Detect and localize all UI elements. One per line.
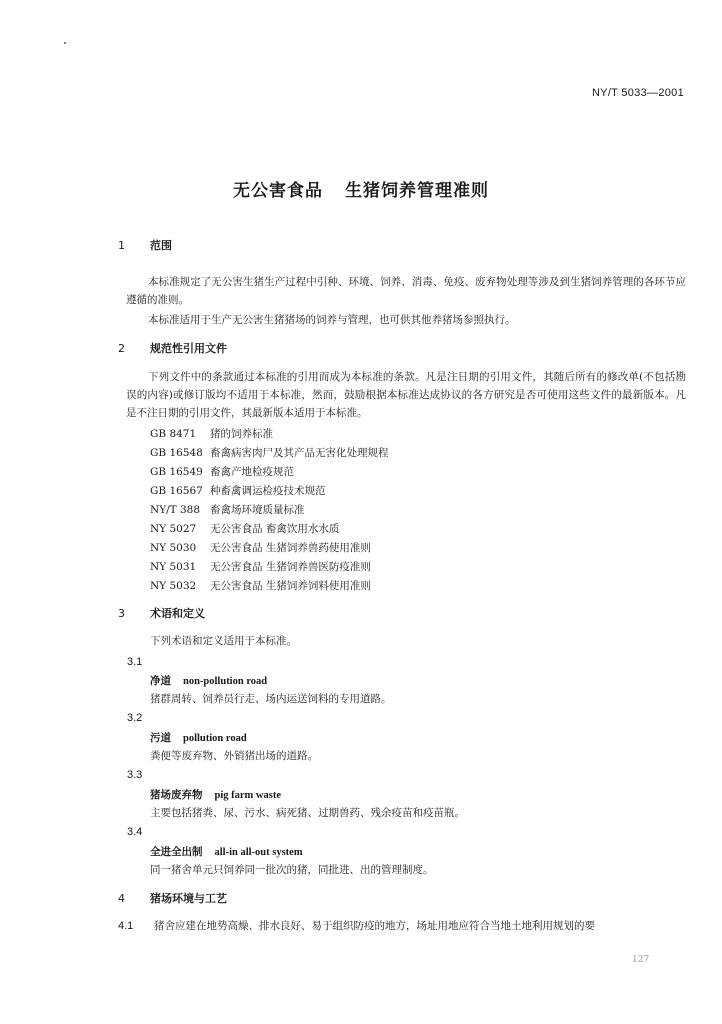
section-1-para-2: 本标准适用于生产无公害生猪猪场的饲养与管理，也可供其他养猪场参照执行。 bbox=[148, 314, 516, 326]
term-name: 全进全出制 all-in all-out system bbox=[150, 846, 303, 858]
section-1-para-1: 本标准规定了无公害生猪生产过程中引种、环境、饲养、消毒、免疫、废弃物处理等涉及到生猪饲养管理的各环节应遵循的准则。 bbox=[126, 276, 686, 306]
term-number: 3.3 bbox=[127, 769, 143, 781]
page-number: 127 bbox=[632, 955, 650, 965]
speck bbox=[64, 42, 66, 44]
reference-item: GB 16567 种畜禽调运检疫技术规范 bbox=[150, 485, 326, 497]
reference-item: NY 5027 无公害食品 畜禽饮用水水质 bbox=[150, 523, 340, 535]
title-part2: 生猪饲养管理准则 bbox=[345, 181, 489, 201]
reference-item: GB 16548 畜禽病害肉尸及其产品无害化处理规程 bbox=[150, 447, 389, 459]
section-4-heading: 4 猪场环境与工艺 bbox=[118, 892, 227, 905]
reference-item: GB 8471 猪的饲养标准 bbox=[150, 428, 273, 440]
title-part1: 无公害食品 bbox=[233, 181, 323, 201]
section-3-heading: 3 术语和定义 bbox=[118, 607, 205, 620]
term-definition: 主要包括猪粪、尿、污水、病死猪、过期兽药、残余疫苗和疫苗瓶。 bbox=[150, 807, 465, 819]
term-definition: 同一猪舍单元只饲养同一批次的猪，同批进、出的管理制度。 bbox=[150, 864, 434, 876]
term-name: 净道 non-pollution road bbox=[150, 675, 268, 687]
term-number: 3.1 bbox=[127, 656, 143, 668]
term-number: 3.2 bbox=[127, 712, 143, 724]
section-1-heading: 1 范围 bbox=[118, 239, 172, 252]
term-definition: 猪群周转、饲养员行走、场内运送饲料的专用道路。 bbox=[150, 693, 392, 705]
section-2-para-1: 下列文件中的条款通过本标准的引用而成为本标准的条款。凡是注日期的引用文件，其随后所有的修改单(不包括勘误的内容)或修订版均不适用于本标准，然而，鼓励根据本标准达成协议的各方研究是否可使用这些文件的最新版本。凡是不注日期的引用文件，其最新版本适用于本标准。 bbox=[126, 371, 686, 419]
standard-number: NY/T 5033—2001 bbox=[591, 87, 684, 99]
reference-item: NY 5031 无公害食品 生猪饲养兽医防疫准则 bbox=[150, 561, 371, 573]
term-name: 污道 pollution road bbox=[150, 732, 247, 744]
section-3-intro: 下列术语和定义适用于本标准。 bbox=[150, 635, 297, 647]
reference-item: NY 5030 无公害食品 生猪饲养兽药使用准则 bbox=[150, 542, 371, 554]
section-2-heading: 2 规范性引用文件 bbox=[118, 342, 227, 355]
term-definition: 粪便等废弃物、外销猪出场的道路。 bbox=[150, 750, 318, 762]
reference-item: NY/T 388 畜禽场环境质量标准 bbox=[150, 504, 305, 516]
document-title bbox=[0, 176, 722, 201]
clause-4-1: 4.1 猪舍应建在地势高燥、排水良好、易于组织防疫的地方，场址用地应符合当地土地利用规划的要 bbox=[118, 920, 595, 932]
reference-item: NY 5032 无公害食品 生猪饲养饲料使用准则 bbox=[150, 580, 371, 592]
term-number: 3.4 bbox=[127, 826, 143, 838]
term-name: 猪场废弃物 pig farm waste bbox=[150, 789, 281, 801]
reference-item: GB 16549 畜禽产地检疫规范 bbox=[150, 466, 294, 478]
